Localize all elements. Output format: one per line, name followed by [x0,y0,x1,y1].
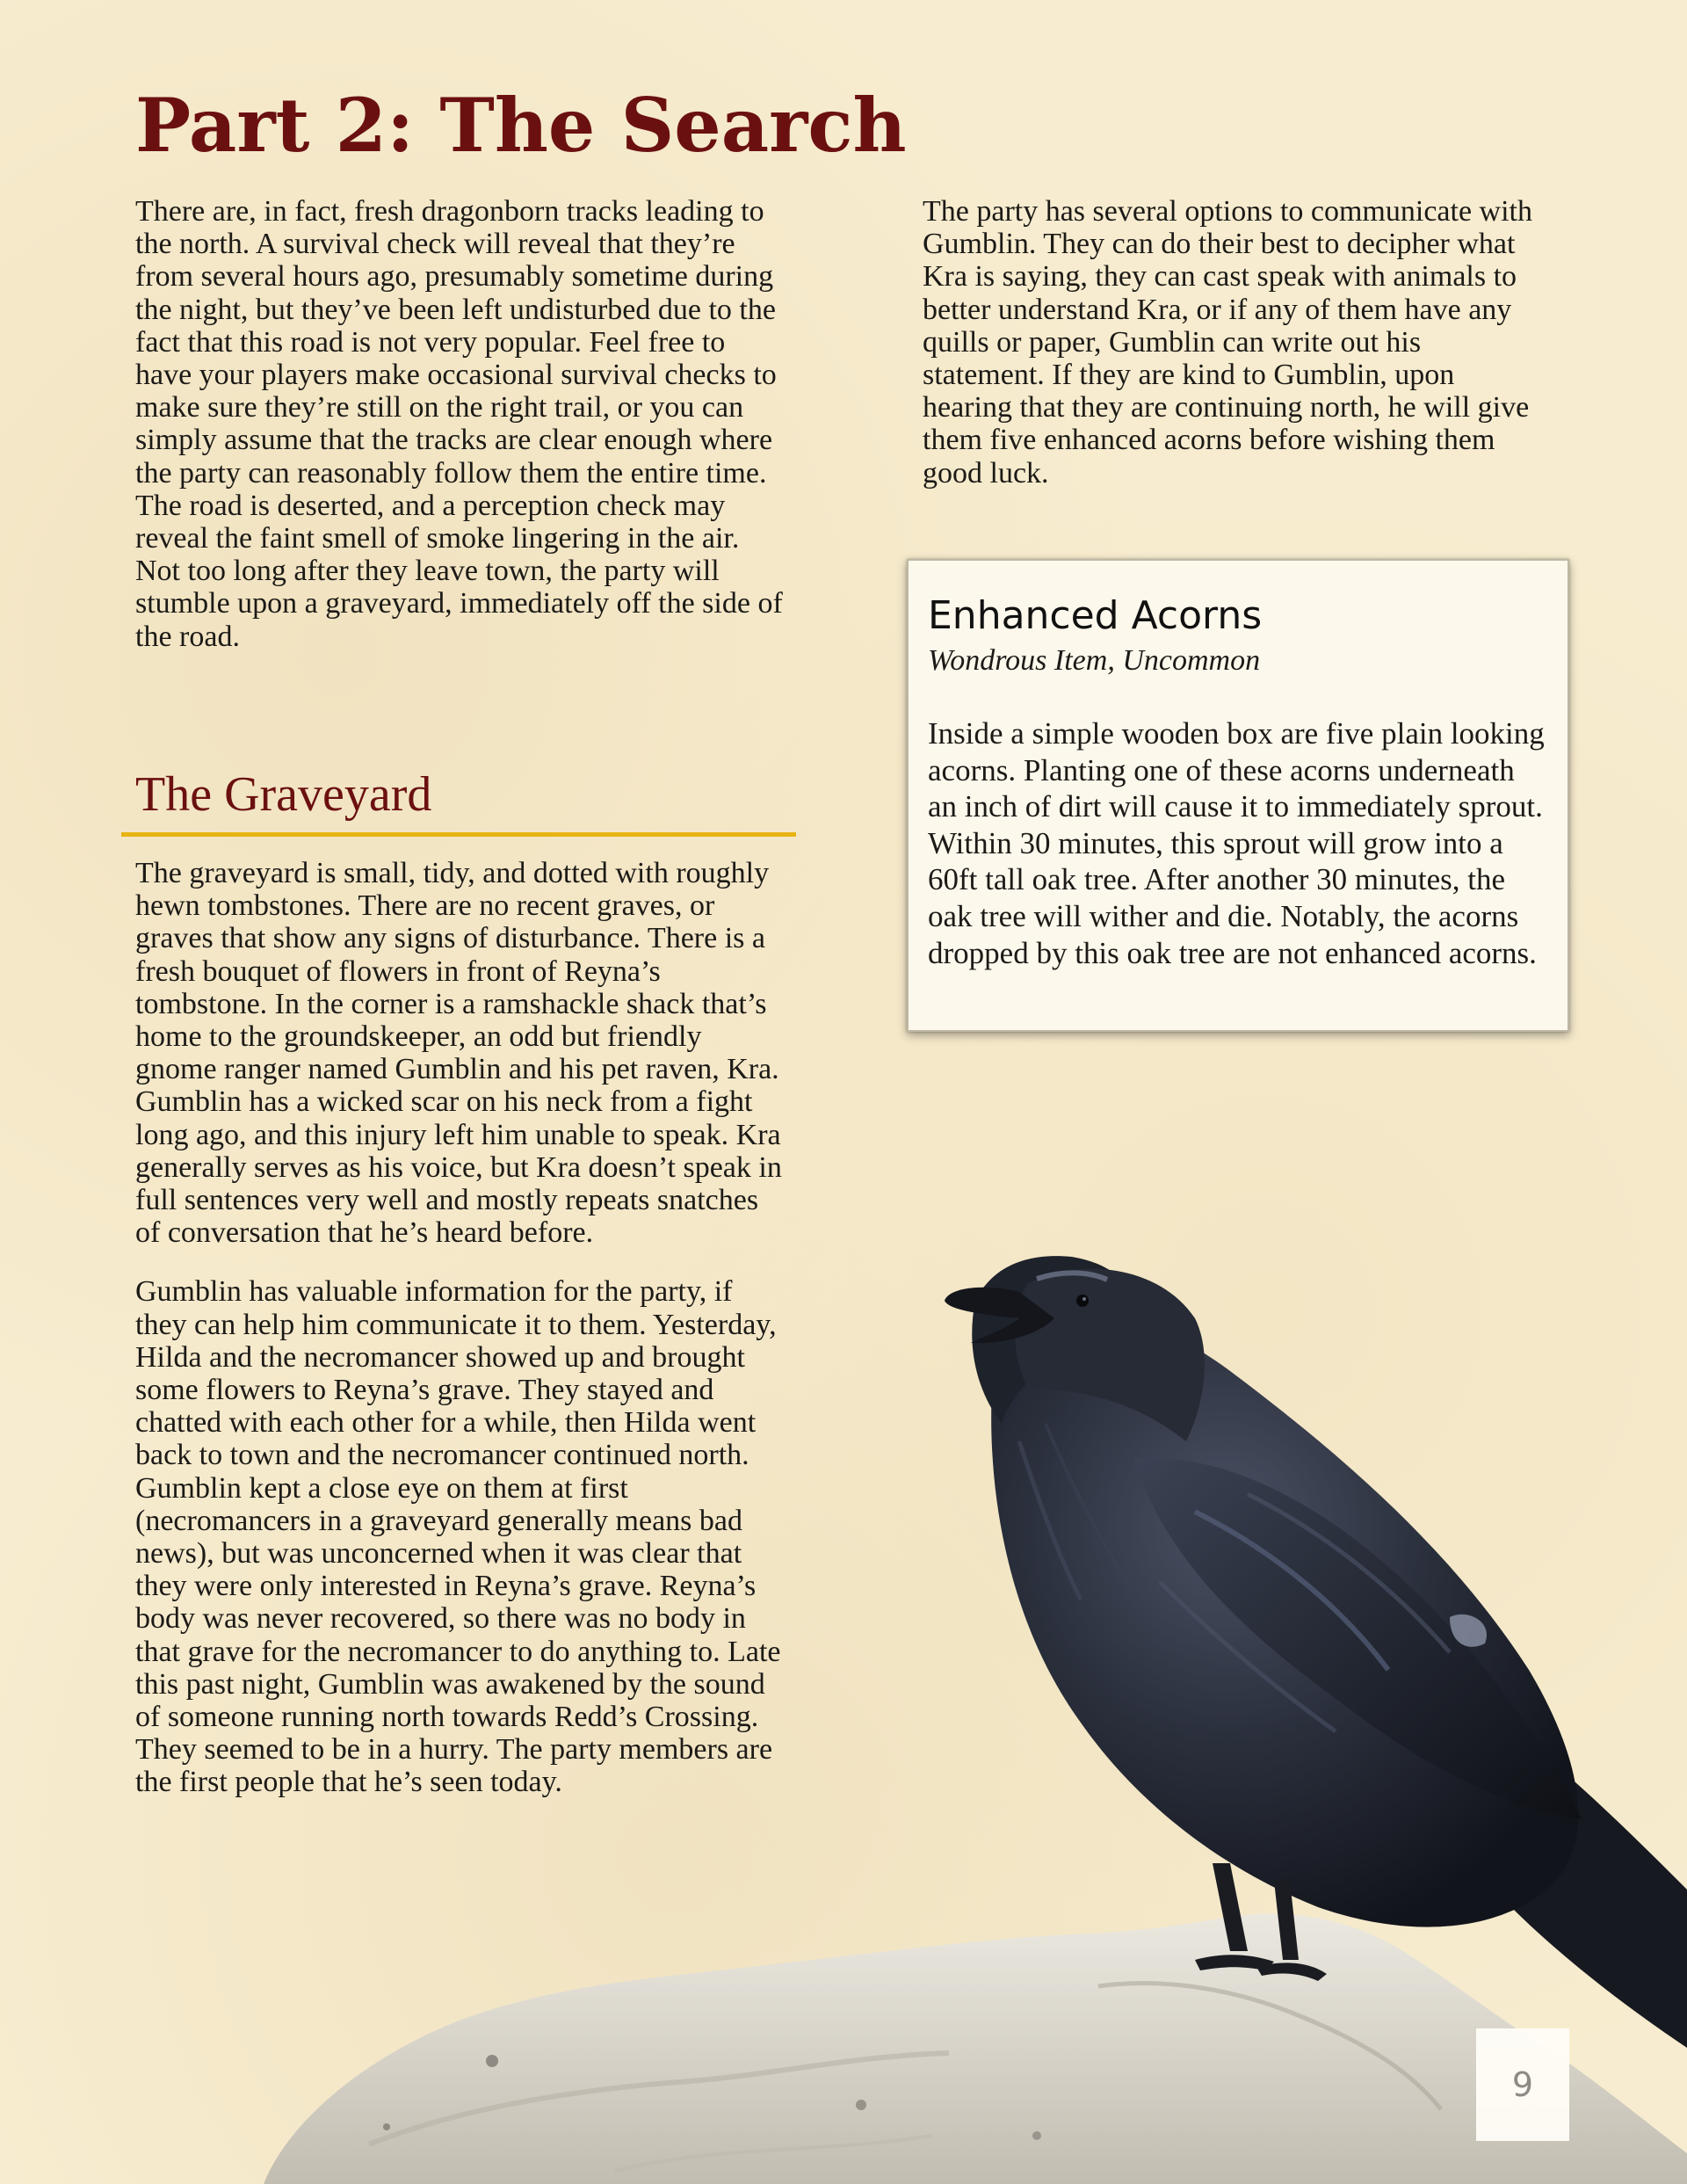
rock-shape [264,1914,1687,2184]
item-subtitle: Wondrous Item, Uncommon [928,644,1261,677]
graveyard-section [135,857,786,1799]
page-number: 9 [1511,2065,1534,2104]
page-number-box [1476,2028,1569,2141]
intro-section [135,195,786,653]
graveyard-paragraph-2: Gumblin has valuable information for the party, if they can help him communicate it to them. Yesterday, Hilda and the necromancer showed up and brought some flowers to Reyna’s grave. They stayed and chatted with each other for a while, then Hilda went back to town and the necromancer continued north. Gumblin kept a close eye on them at first (necromancers in a graveyard generally means bad news), but was unconcerned when it was clear that they were only interested in Reyna’s grave. Reyna’s body was never recovered, so there was no body in that grave for the necromancer to do anything to. Late this past night, Gumblin was awakened by the sound of someone running north towards Redd’s Crossing. They seemed to be in a hurry. The party members are the first people that he’s seen today. [135,1275,781,1799]
intro-paragraph: There are, in fact, fresh dragonborn tracks leading to the north. A survival check will reveal that they’re from several hours ago, presumably sometime during the night, but they’ve been left undisturbed due to the fact that this road is not very popular. Feel free to have your players make occasional survival checks to make sure they’re still on the right trail, or you can simply assume that the tracks are clear enough where the party can reasonably follow them the entire time. The road is deserted, and a perception check may reveal the faint smell of smoke lingering in the air. Not too long after they leave town, the party will stumble upon a graveyard, immediately off the side of the road. [135,195,783,653]
item-sidebar-box [907,559,1569,1032]
page-title: Part 2: The Search [135,82,907,169]
item-title: Enhanced Acorns [928,593,1263,638]
section-heading-graveyard: The Graveyard [135,767,432,822]
graveyard-paragraph-1: The graveyard is small, tidy, and dotted with roughly hewn tombstones. There are no recent graves, or graves that show any signs of disturbance. There is a fresh bouquet of flowers in front of Reyna’s tombstone. In the corner is a ramshackle shack that’s home to the groundskeeper, an odd but friendly gnome ranger named Gumblin and his pet raven, Kra. Gumblin has a wicked scar on his neck from a fight long ago, and this injury left him unable to speak. Kra generally serves as his voice, but Kra doesn’t speak in full sentences very well and mostly repeats snatches of conversation that he’s heard before. [135,857,782,1250]
section-divider [121,832,796,837]
communication-section [923,195,1546,490]
item-description: Inside a simple wooden box are five plain looking acorns. Planting one of these acorns underneath an inch of dirt will cause it to immediately sprout. Within 30 minutes, this sprout will grow into a 60ft tall oak tree. After another 30 minutes, the oak tree will wither and die. Notably, the acorns dropped by this oak tree are not enhanced acorns. [928,716,1545,970]
communication-paragraph: The party has several options to communicate with Gumblin. They can do their best to decipher what Kra is saying, they can cast speak with animals to better understand Kra, or if any of them have any quills or paper, Gumblin can write out his statement. If they are kind to Gumblin, upon hearing that they are continuing north, he will give them five enhanced acorns before wishing them good luck. [923,195,1532,490]
